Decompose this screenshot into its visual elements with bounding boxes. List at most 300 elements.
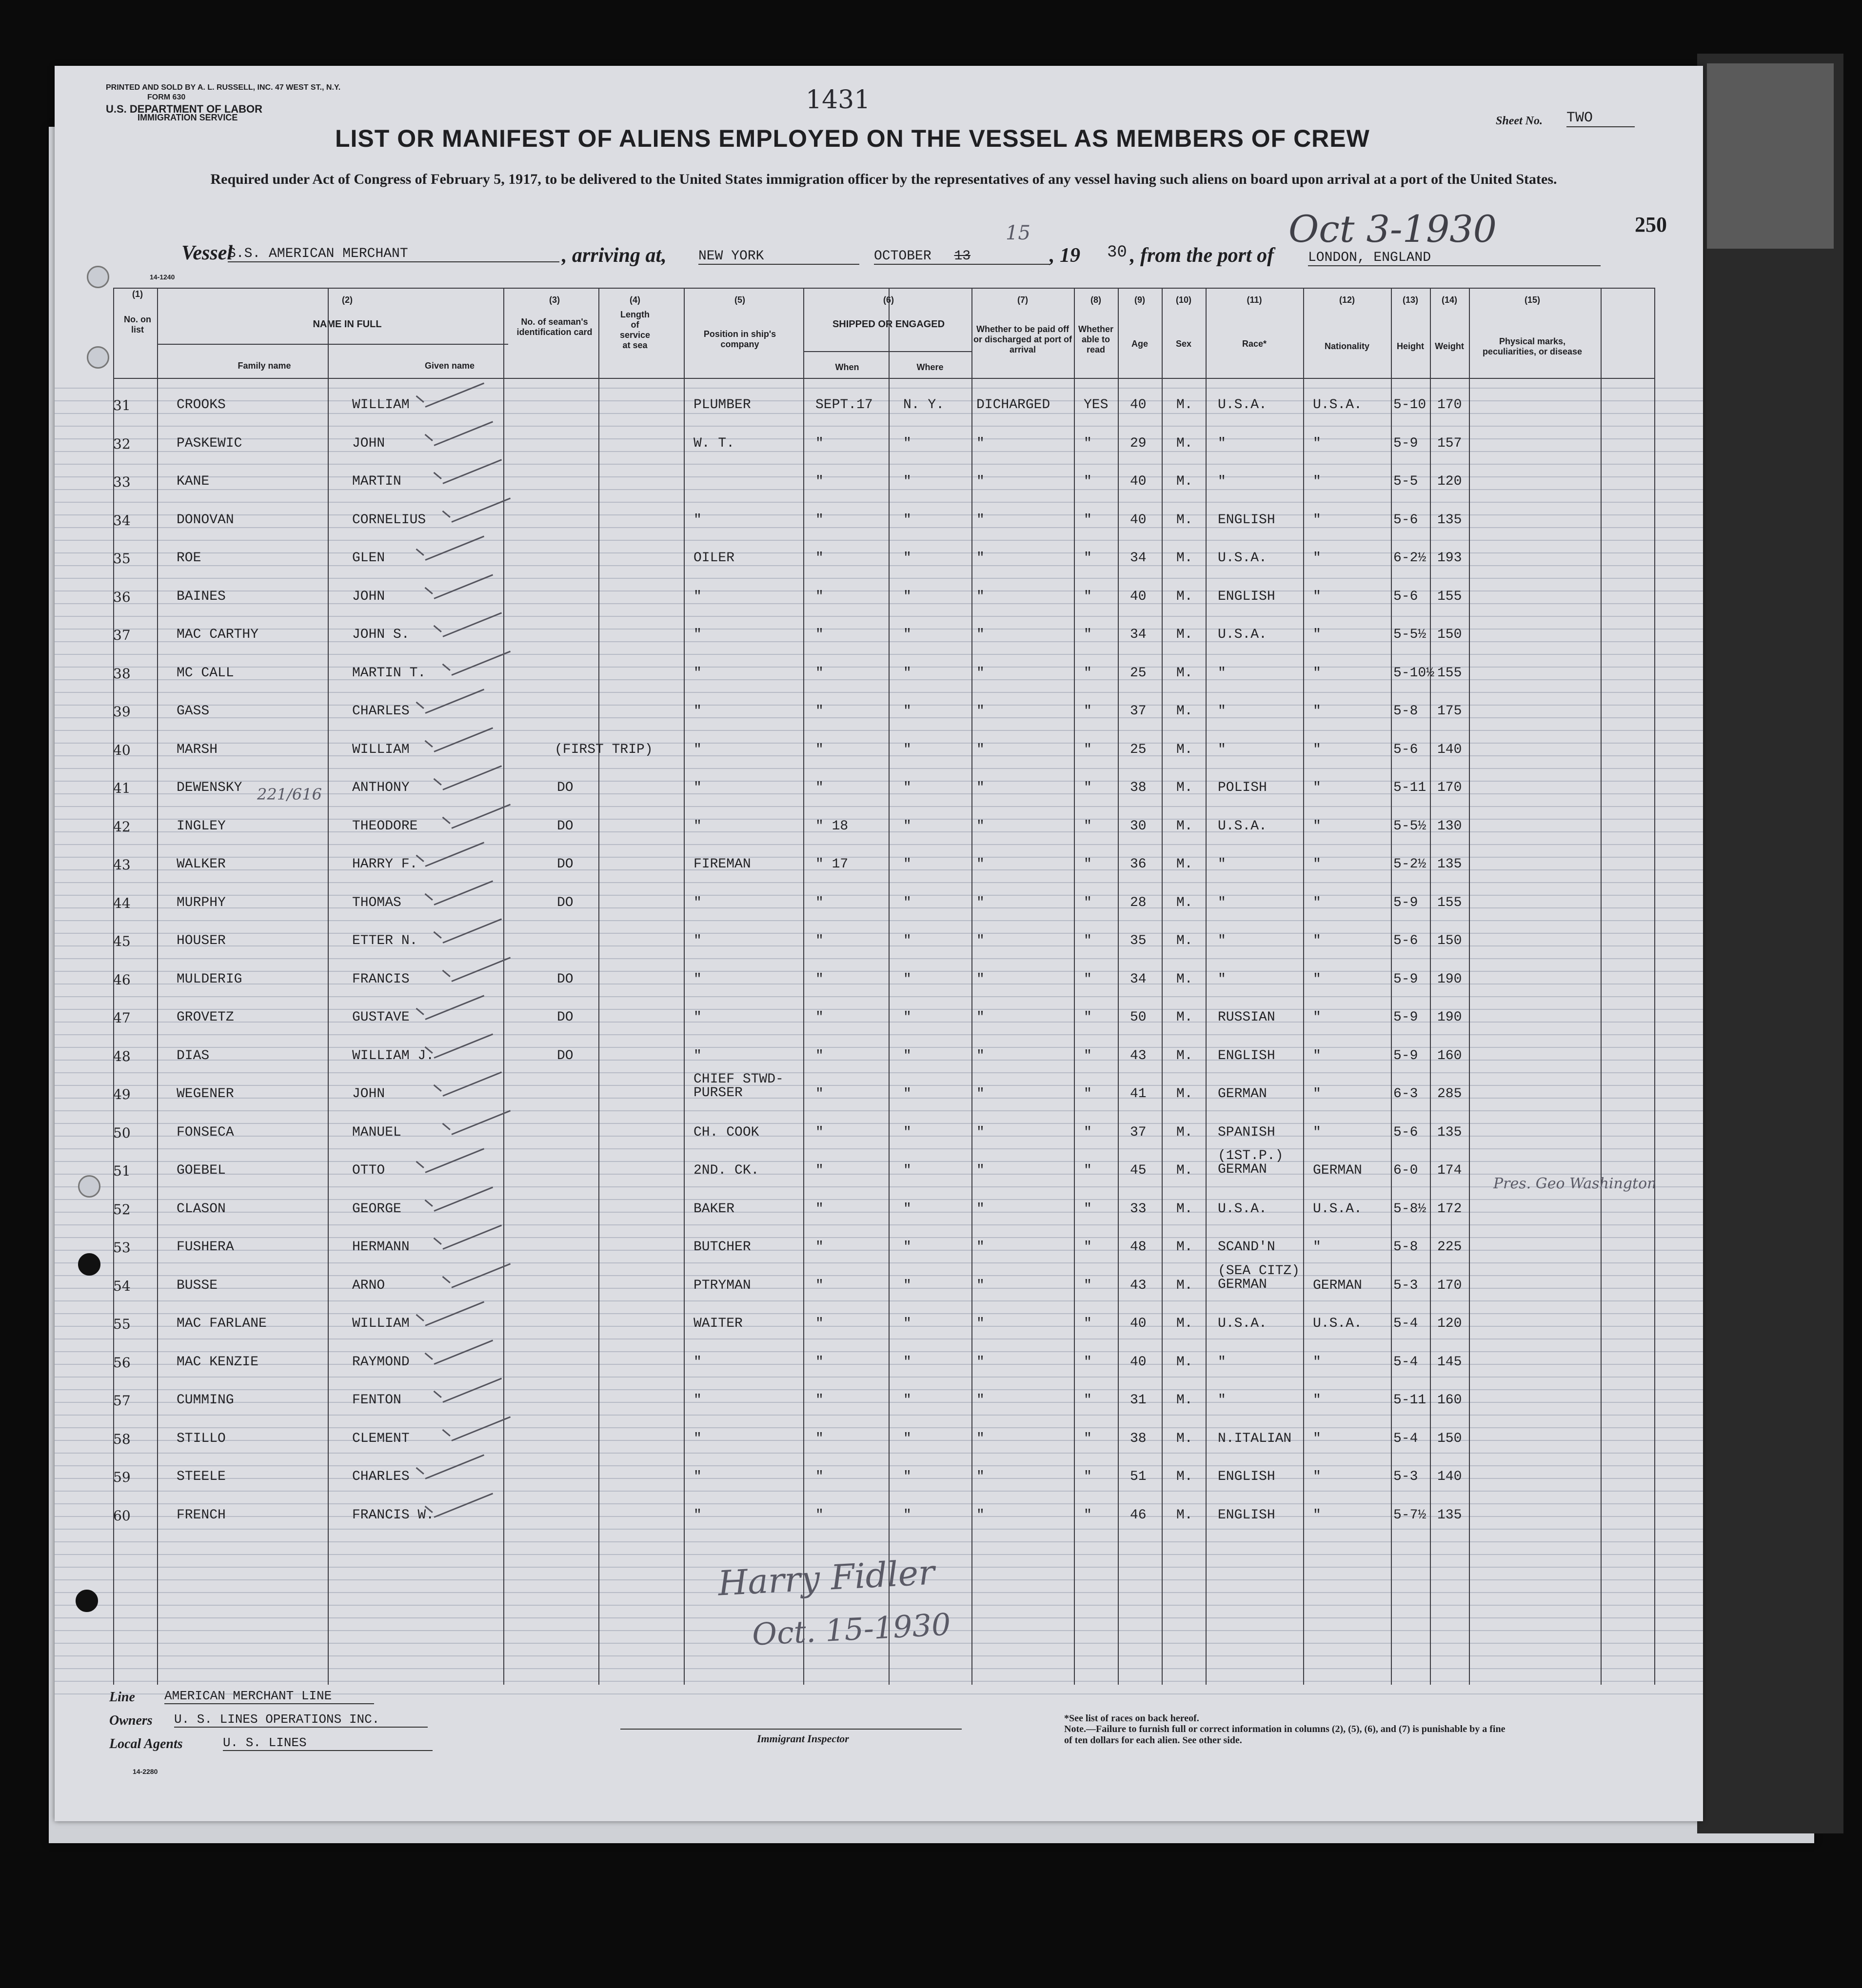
sex-cell: M. [1176,551,1193,566]
height-cell: 5-9 [1393,436,1418,451]
where-cell: " [903,1163,911,1178]
age-cell: 38 [1130,780,1147,795]
col9-num: (9) [1134,295,1145,305]
nationality-cell: " [1313,1508,1321,1523]
requirement-text: Required under Act of Congress of February 5, 1917, to be delivered to the United States immigration officer by the representatives of any vessel having such aliens on board upon arrival at a port of the United States. [210,171,1557,187]
column-rule [1303,288,1304,1685]
ruled-line [55,1237,1703,1238]
read-cell: " [1084,1431,1092,1446]
paid-off-cell: " [976,1469,985,1484]
checkmark-icon [442,1378,502,1402]
height-cell: 5-4 [1393,1431,1418,1446]
position-cell: WAITER [693,1316,743,1331]
nationality-cell: " [1313,1393,1321,1408]
given-name-cell: OTTO [352,1163,385,1178]
races-note: *See list of races on back hereof. [1064,1713,1199,1724]
col3-num: (3) [549,295,560,305]
when-cell: " [815,551,824,566]
weight-cell: 175 [1437,704,1462,719]
weight-cell: 225 [1437,1240,1462,1255]
weight-cell: 155 [1437,666,1462,681]
read-cell: " [1084,1086,1092,1102]
ruled-line [55,1110,1703,1111]
paid-off-cell: " [976,1125,985,1140]
position-cell: " [693,780,702,795]
race-cell: " [1218,895,1226,910]
race-cell: ENGLISH [1218,1508,1275,1523]
position-cell: " [693,666,702,681]
manifest-sheet [55,66,1703,1821]
paid-off-cell: " [976,1355,985,1370]
race-cell: U.S.A. [1218,1316,1267,1331]
col8-num: (8) [1090,295,1101,305]
sex-cell: M. [1176,895,1193,910]
race-cell: GERMAN [1218,1086,1267,1102]
sex-cell: M. [1176,857,1193,872]
ruled-line [55,730,1703,731]
read-cell: YES [1084,397,1109,413]
age-cell: 28 [1130,895,1147,910]
race-cell: POLISH [1218,780,1267,795]
checkmark-icon [442,459,502,484]
when-cell: " [815,1048,824,1063]
given-name-cell: MANUEL [352,1125,401,1140]
family-name-cell: DONOVAN [177,512,234,528]
ruled-line [55,1148,1703,1149]
name-header-rule [157,344,508,345]
nationality-cell: " [1313,895,1321,910]
ruled-line [55,1047,1703,1048]
given-name-cell: CORNELIUS [352,512,426,528]
ruled-line [55,1681,1703,1682]
when-cell: " [815,436,824,451]
binder-hole [78,1253,100,1276]
read-cell: " [1084,474,1092,489]
when-cell: " [815,933,824,948]
line-label: Line [109,1690,135,1705]
sex-cell: M. [1176,512,1193,528]
checkmark-icon [434,1493,493,1517]
race-cell: U.S.A. [1218,1201,1267,1217]
height-cell: 5-6 [1393,742,1418,757]
age-cell: 50 [1130,1010,1147,1025]
age-cell: 40 [1130,397,1147,413]
weight-cell: 140 [1437,742,1462,757]
ruled-line [55,616,1703,617]
age-cell: 43 [1130,1048,1147,1063]
signature-date: Oct. 15-1930 [751,1606,952,1653]
weight-cell: 150 [1437,1431,1462,1446]
ruled-line [55,692,1703,693]
weight-cell: 150 [1437,933,1462,948]
dark-edge [1697,54,1843,1833]
read-cell: " [1084,589,1092,604]
col9-header: Age [1131,339,1148,349]
nationality-cell: " [1313,780,1321,795]
read-cell: " [1084,1469,1092,1484]
weight-cell: 135 [1437,1125,1462,1140]
nationality-cell: U.S.A. [1313,1201,1362,1217]
paid-off-cell: " [976,895,985,910]
ruled-line [55,1034,1703,1035]
height-cell: 5-4 [1393,1316,1418,1331]
height-cell: 6-0 [1393,1163,1418,1178]
given-name-cell: HERMANN [352,1240,410,1255]
col12-num: (12) [1339,295,1355,305]
penalty-note: Note.—Failure to furnish full or correct information in columns (2), (5), (6), and (7) is punishable by a fine of ten dollars for each alien. See other side. [1064,1724,1505,1746]
where-cell: " [903,1010,911,1025]
line-name: AMERICAN MERCHANT LINE [164,1689,374,1704]
position-cell: 2ND. CK. [693,1163,759,1178]
agents-label: Local Agents [109,1736,183,1752]
row-number: 41 [113,780,131,796]
sex-cell: M. [1176,589,1193,604]
when-cell: " [815,589,824,604]
weight-cell: 285 [1437,1086,1462,1102]
weight-cell: 170 [1437,397,1462,413]
height-cell: 5-5½ [1393,819,1426,834]
height-cell: 5-9 [1393,895,1418,910]
col10-header: Sex [1175,339,1192,349]
position-cell: " [693,819,702,834]
when-cell: " 18 [815,819,849,834]
sex-cell: M. [1176,1431,1193,1446]
ruled-line [55,578,1703,579]
sex-cell: M. [1176,1393,1193,1408]
handwritten-id-note: 221/616 [257,785,322,804]
given-name-cell: CLEMENT [352,1431,410,1446]
row-number: 36 [113,589,131,605]
family-name-cell: MAC FARLANE [177,1316,267,1331]
row-number: 50 [113,1125,131,1141]
col11-num: (11) [1247,295,1262,305]
where-cell: " [903,972,911,987]
col13-num: (13) [1402,295,1418,305]
paid-off-cell: " [976,1163,985,1178]
position-cell: " [693,895,702,910]
age-cell: 40 [1130,512,1147,528]
column-rule [889,288,890,1685]
weight-cell: 140 [1437,1469,1462,1484]
family-name-cell: CUMMING [177,1393,234,1408]
service-cell: DO [557,780,574,795]
col7-header: Whether to be paid off or discharged at port of arrival [973,324,1072,354]
checkmark-icon [425,1454,484,1479]
when-cell: " [815,666,824,681]
sex-cell: M. [1176,474,1193,489]
binder-hole [76,1590,98,1612]
nationality-cell: " [1313,474,1321,489]
when-cell: " [815,512,824,528]
family-name-cell: CLASON [177,1201,226,1217]
ruled-line [55,958,1703,959]
service-cell: DO [557,972,574,987]
checkmark-icon [425,842,484,866]
height-cell: 5-2½ [1393,857,1426,872]
read-cell: " [1084,1240,1092,1255]
checkmark-icon [425,382,484,407]
ruled-line [55,1072,1703,1073]
position-cell: W. T. [693,436,735,451]
race-cell: " [1218,666,1226,681]
sex-cell: M. [1176,1125,1193,1140]
read-cell: " [1084,1278,1092,1293]
col4-num: (4) [630,295,640,305]
col12-header: Nationality [1324,341,1369,351]
sex-cell: M. [1176,1163,1193,1178]
family-name-cell: MURPHY [177,895,226,910]
age-cell: 38 [1130,1431,1147,1446]
where-cell: " [903,1086,911,1102]
race-cell: " [1218,436,1226,451]
weight-cell: 160 [1437,1393,1462,1408]
age-cell: 37 [1130,1125,1147,1140]
family-name-cell: DIAS [177,1048,210,1063]
race-cell: " [1218,1393,1226,1408]
binder-hole [87,266,109,288]
row-number: 46 [113,972,131,988]
row-number: 57 [113,1393,131,1409]
family-name-cell: INGLEY [177,819,226,834]
nationality-cell: " [1313,1086,1321,1102]
form-code: 14-1240 [150,273,175,281]
given-name-cell: THEODORE [352,819,418,834]
paid-off-cell: " [976,1010,985,1025]
year: 30 [1107,243,1127,262]
row-number: 54 [113,1278,131,1294]
col6-when: When [835,362,859,372]
sex-cell: M. [1176,1086,1193,1102]
sex-cell: M. [1176,1048,1193,1063]
ruled-line [55,920,1703,921]
given-name-cell: FRANCIS W. [352,1508,435,1523]
height-cell: 5-11 [1393,1393,1426,1408]
printer-line: PRINTED AND SOLD BY A. L. RUSSELL, INC. 47 WEST ST., N.Y. [106,83,341,92]
ruled-line [55,426,1703,427]
height-cell: 5-10½ [1393,666,1435,681]
age-cell: 37 [1130,704,1147,719]
paid-off-cell: " [976,742,985,757]
given-name-cell: JOHN [352,436,385,451]
family-name-cell: KANE [177,474,210,489]
age-cell: 41 [1130,1086,1147,1102]
race-cell: (SEA CITZ) GERMAN [1218,1263,1300,1292]
row-number: 40 [113,742,131,758]
given-name-cell: JOHN [352,589,385,604]
agents-name: U. S. LINES [223,1735,433,1751]
col1-header: No. on list [124,315,151,335]
col6-header: SHIPPED OR ENGAGED [832,319,945,330]
nationality-cell: GERMAN [1313,1163,1362,1178]
race-cell: ENGLISH [1218,589,1275,604]
weight-cell: 120 [1437,1316,1462,1331]
family-name-cell: FRENCH [177,1508,226,1523]
col2-num: (2) [342,295,353,305]
position-cell: " [693,512,702,528]
given-name-cell: GEORGE [352,1201,401,1217]
family-name-cell: MC CALL [177,666,234,681]
row-number: 58 [113,1431,131,1447]
row-number: 37 [113,627,131,643]
shipped-header-rule [803,351,971,352]
stamp-number: 1431 [806,85,871,115]
paid-off-cell: " [976,972,985,987]
race-cell: SCAND'N [1218,1240,1275,1255]
sex-cell: M. [1176,742,1193,757]
paid-off-cell: " [976,933,985,948]
service-cell: DO [557,895,574,910]
nationality-cell: " [1313,972,1321,987]
column-rule [1074,288,1075,1685]
height-cell: 6-2½ [1393,551,1426,566]
family-name-cell: BUSSE [177,1278,218,1293]
col8-header: Whether able to read [1078,324,1113,354]
where-cell: " [903,1469,911,1484]
height-cell: 5-9 [1393,1048,1418,1063]
where-cell: " [903,1048,911,1063]
ruled-line [55,1275,1703,1276]
col4-header: Length of service at sea [619,310,651,350]
sex-cell: M. [1176,666,1193,681]
paid-off-cell: " [976,857,985,872]
row-number: 48 [113,1048,131,1064]
nationality-cell: " [1313,627,1321,642]
age-cell: 34 [1130,551,1147,566]
when-cell: " [815,474,824,489]
family-name-cell: GROVETZ [177,1010,234,1025]
position-cell: OILER [693,551,735,566]
sex-cell: M. [1176,1508,1193,1523]
where-cell: " [903,742,911,757]
col1-num: (1) [132,289,143,299]
checkmark-icon [451,957,511,982]
when-cell: " [815,1278,824,1293]
arrival-month [874,249,1050,265]
paid-off-cell: " [976,780,985,795]
checkmark-icon [451,1416,511,1441]
paid-off-cell: " [976,666,985,681]
read-cell: " [1084,972,1092,987]
paid-off-cell: " [976,1240,985,1255]
when-cell: " [815,1316,824,1331]
sheet-label: Sheet No. [1496,115,1543,127]
where-cell: " [903,819,911,834]
where-cell: " [903,704,911,719]
where-cell: " [903,933,911,948]
row-number: 59 [113,1469,131,1485]
checkmark-icon [451,804,511,828]
read-cell: " [1084,933,1092,948]
col13-header: Height [1397,341,1424,351]
where-cell: " [903,780,911,795]
where-cell: " [903,666,911,681]
row-number: 38 [113,666,131,682]
read-cell: " [1084,551,1092,566]
race-cell: " [1218,857,1226,872]
height-cell: 5-8 [1393,1240,1418,1255]
family-name-cell: STILLO [177,1431,226,1446]
sex-cell: M. [1176,436,1193,451]
checkmark-icon [442,765,502,790]
height-cell: 5-9 [1393,972,1418,987]
column-rule [1469,288,1470,1685]
read-cell: " [1084,1163,1092,1178]
given-name-cell: ETTER N. [352,933,418,948]
when-cell: " [815,1469,824,1484]
height-cell: 5-4 [1393,1355,1418,1370]
age-cell: 33 [1130,1201,1147,1217]
row-number: 56 [113,1355,131,1371]
paid-off-cell: " [976,1048,985,1063]
row-number: 55 [113,1316,131,1332]
where-cell: " [903,895,911,910]
nationality-cell: GERMAN [1313,1278,1362,1293]
weight-cell: 120 [1437,474,1462,489]
height-cell: 5-6 [1393,1125,1418,1140]
ruled-line [55,1465,1703,1466]
row-number: 42 [113,819,131,835]
column-rule [684,288,685,1685]
weight-cell: 150 [1437,627,1462,642]
row-number: 33 [113,474,131,490]
height-cell: 5-5 [1393,474,1418,489]
nationality-cell: U.S.A. [1313,397,1362,413]
ruled-line [55,464,1703,465]
position-cell: " [693,1393,702,1408]
table-top-rule [113,288,1654,289]
paid-off-cell: " [976,436,985,451]
when-cell: " [815,972,824,987]
ruled-line [55,1605,1703,1606]
where-cell: " [903,857,911,872]
read-cell: " [1084,436,1092,451]
family-name-cell: MAC KENZIE [177,1355,259,1370]
column-rule [803,288,804,1685]
ruled-line [55,996,1703,997]
column-rule [971,288,972,1685]
paid-off-cell: " [976,474,985,489]
col5-num: (5) [734,295,745,305]
ruled-line [55,1377,1703,1378]
position-cell: " [693,1431,702,1446]
position-cell: " [693,742,702,757]
family-name-cell: FUSHERA [177,1240,234,1255]
read-cell: " [1084,1048,1092,1063]
when-cell: " [815,627,824,642]
nationality-cell: " [1313,1010,1321,1025]
nationality-cell: " [1313,1240,1321,1255]
ruled-line [55,1186,1703,1187]
sex-cell: M. [1176,1201,1193,1217]
arriving-label: , arriving at, [562,244,667,267]
position-cell: BAKER [693,1201,735,1217]
sex-cell: M. [1176,627,1193,642]
given-name-cell: GLEN [352,551,385,566]
sex-cell: M. [1176,1278,1193,1293]
sex-cell: M. [1176,933,1193,948]
checkmark-icon [434,880,493,905]
weight-cell: 170 [1437,1278,1462,1293]
given-name-cell: JOHN S. [352,627,410,642]
nationality-cell: U.S.A. [1313,1316,1362,1331]
vessel-name: S.S. AMERICAN MERCHANT [228,246,559,262]
paid-off-cell: " [976,1201,985,1217]
weight-cell: 135 [1437,1508,1462,1523]
age-cell: 25 [1130,666,1147,681]
where-cell: N. Y. [903,397,945,413]
nationality-cell: " [1313,704,1321,719]
row-number: 43 [113,857,131,873]
